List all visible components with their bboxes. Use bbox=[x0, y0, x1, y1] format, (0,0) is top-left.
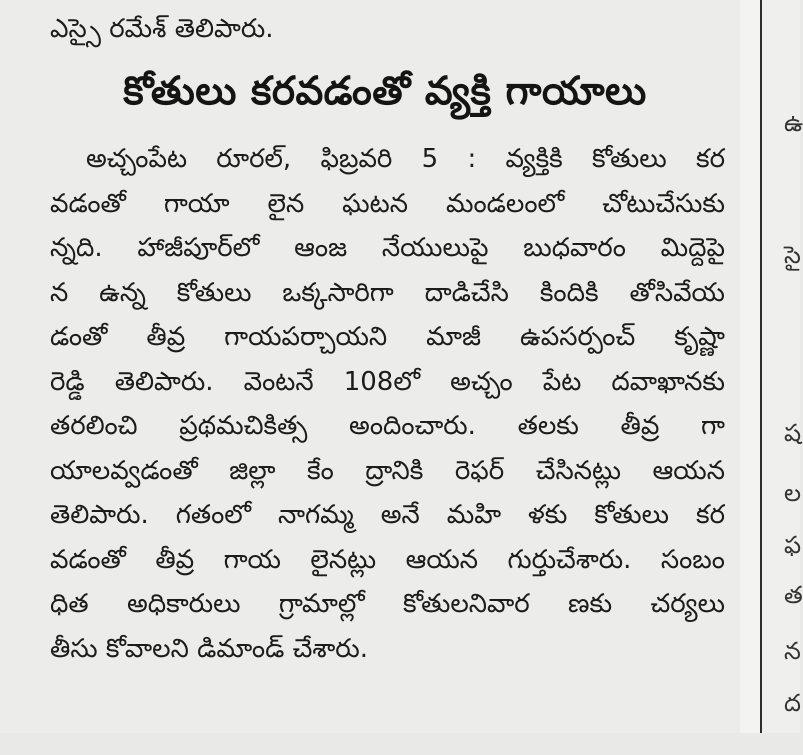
article-line: న్నది. హాజీపూర్‌లో ఆంజ నేయులుపై బుధవారం మిద్దెపై bbox=[50, 233, 725, 263]
adjacent-column-fragment: ఉ bbox=[784, 109, 803, 137]
adjacent-column-fragment: త bbox=[784, 581, 803, 609]
adjacent-column-fragment: ల bbox=[784, 479, 802, 507]
article-line: న ఉన్న కోతులు ఒక్కసారిగా దాడిచేసి కిందికి తోసివేయ bbox=[50, 277, 725, 308]
article-line: తెలిపారు. గతంలో నాగమ్మ అనే మహి ళకు కోతులు కర bbox=[50, 500, 725, 530]
article-headline: కోతులు కరవడంతో వ్యక్తి గాయాలు bbox=[123, 69, 647, 114]
adjacent-column-fragment: సై bbox=[784, 241, 801, 269]
adjacent-column-fragment: న bbox=[784, 637, 801, 665]
adjacent-column-fragment: ద bbox=[784, 689, 801, 717]
next-headline-cut bbox=[90, 718, 690, 733]
adjacent-column-fragment: ష bbox=[784, 419, 802, 447]
column-gutter bbox=[740, 0, 762, 733]
adjacent-column-cut bbox=[762, 0, 803, 733]
article-line: వడంతో గాయా లైన ఘటన మండలంలో చోటుచేసుకు bbox=[50, 188, 725, 219]
article-body bbox=[50, 137, 725, 671]
article-line: తీసు కోవాలని డిమాండ్ చేశారు. bbox=[50, 633, 368, 664]
adjacent-column-fragment: ఫ bbox=[784, 531, 802, 559]
article-line: డంతో తీవ్ర గాయపర్చాయని మాజీ ఉపసర్పంచ్ కృష్ణా bbox=[50, 322, 725, 352]
article-line: ధిత అధికారులు గ్రామాల్లో కోతులనివార ణకు చర్యలు bbox=[50, 589, 725, 619]
article-line: రెడ్డి తెలిపారు. వెంటనే 108లో అచ్చం పేట దవాఖానకు bbox=[50, 366, 725, 397]
article-line: అచ్చంపేట రూరల్, ఫిబ్రవరి 5 : వ్యక్తికి కోతులు కర bbox=[86, 144, 725, 174]
article-line: తరలించి ప్రథమచికిత్స అందించారు. తలకు తీవ్ర గా bbox=[50, 411, 725, 441]
article-line: యాలవ్వడంతో జిల్లా కేం ద్రానికి రెఫర్ చేసినట్లు ఆయన bbox=[50, 455, 725, 486]
article-line: వడంతో తీవ్ర గాయ లైనట్లు ఆయన గుర్తుచేశారు. సంబం bbox=[50, 544, 725, 575]
previous-article-tail: ఎస్సై రమేశ్ తెలిపారు. bbox=[50, 14, 274, 44]
